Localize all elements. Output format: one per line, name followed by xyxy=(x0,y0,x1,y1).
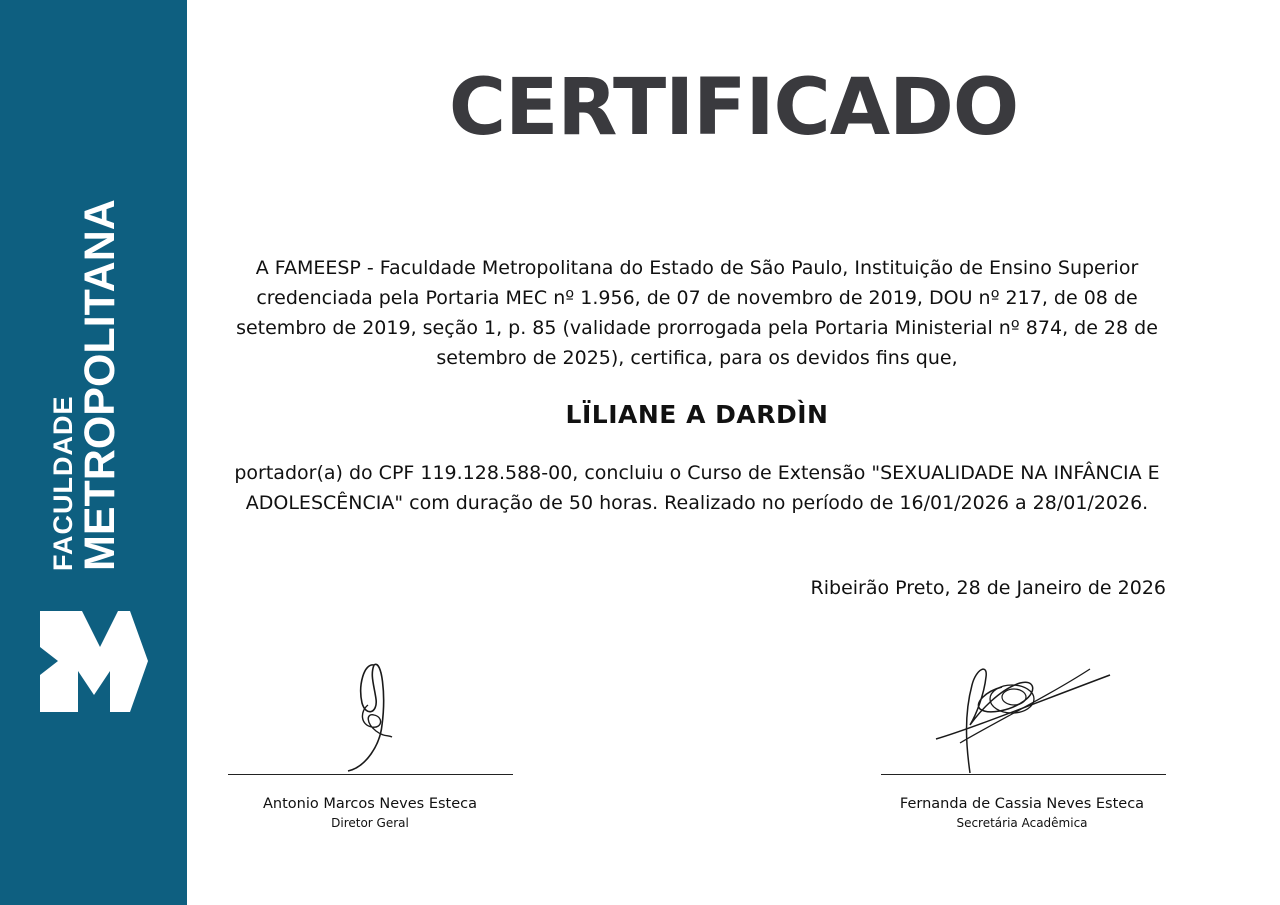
faculdade-m-logo-icon xyxy=(38,609,150,715)
signer-name-director: Antonio Marcos Neves Esteca xyxy=(262,796,478,812)
place-and-date: Ribeirão Preto, 28 de Janeiro de 2026 xyxy=(810,577,1166,599)
signer-role-director: Diretor Geral xyxy=(331,816,409,830)
brand-sidebar xyxy=(0,0,187,905)
signature-secretary xyxy=(930,655,1120,775)
signature-line-right xyxy=(881,774,1166,775)
signer-name-secretary: Fernanda de Cassia Neves Esteca xyxy=(899,796,1145,812)
signature-line-left xyxy=(228,774,513,775)
signature-director xyxy=(330,655,410,775)
signer-role-secretary: Secretária Acadêmica xyxy=(956,816,1088,830)
intro-paragraph: A FAMEESP - Faculdade Metropolitana do Estado de São Paulo, Instituição de Ensino Superior credenciada pela Portaria MEC nº 1.956, de 07 de novembro de 2019, DOU nº 217, de 08 de setembro de 2019, seção 1, p. 85 (validade prorrogada pela Portaria Ministerial nº 874, de 28 de setembro de 2025), certifica, para os devidos fins que, xyxy=(236,257,1158,369)
brand-line-faculdade: FACULDADE xyxy=(48,395,78,571)
brand-line-metropolitana: METROPOLITANA xyxy=(76,199,124,571)
brand-wordmark xyxy=(48,178,138,598)
certificate-title: CERTIFICADO xyxy=(448,63,1019,153)
recipient-name: LÏLIANE A DARDÌN xyxy=(565,400,829,429)
course-paragraph: portador(a) do CPF 119.128.588-00, concluiu o Curso de Extensão "SEXUALIDADE NA INFÂNCIA E ADOLESCÊNCIA" com duração de 50 horas. Realizado no período de 16/01/2026 a 28/01/2026. xyxy=(234,462,1160,514)
